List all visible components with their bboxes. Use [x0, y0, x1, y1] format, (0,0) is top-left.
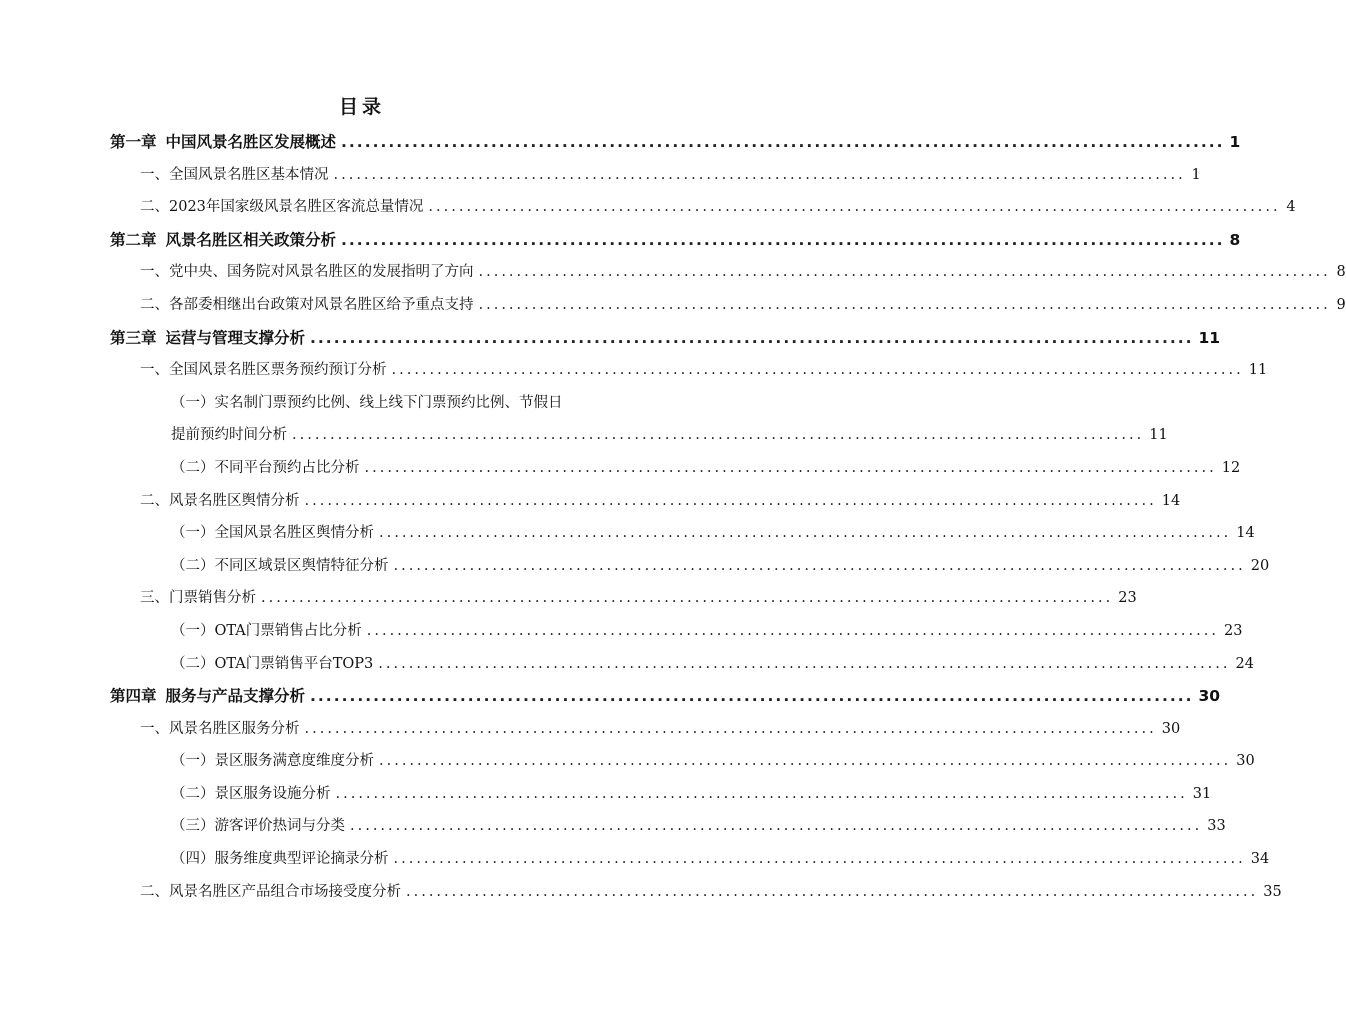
toc-entry-text: 二、2023年国家级风景名胜区客流总量情况	[140, 199, 424, 216]
toc-entry-text: 第一章 中国风景名胜区发展概述	[110, 133, 337, 151]
toc-page-number: 23	[1118, 590, 1137, 607]
dot-leader: ................................................................................................................	[350, 818, 1203, 835]
toc-entry-text: （二）不同平台预约占比分析	[171, 459, 360, 476]
toc-entry-text: 二、风景名胜区产品组合市场接受度分析	[140, 883, 401, 900]
toc-entry-text: 一、全国风景名胜区票务预约预订分析	[140, 362, 387, 379]
toc-page-number: 11	[1198, 328, 1221, 347]
toc-subsection[interactable]	[0, 615, 1243, 648]
toc-section[interactable]	[0, 159, 1201, 192]
toc-page-number: 8	[1229, 230, 1241, 249]
toc-subsection[interactable]	[0, 810, 1226, 843]
dot-leader: ................................................................................................................	[261, 590, 1114, 607]
toc-page-number: 12	[1221, 459, 1241, 476]
dot-leader: ................................................................................................................	[406, 883, 1259, 900]
toc-entry-text: 二、各部委相继出台政策对风景名胜区给予重点支持	[140, 296, 474, 313]
toc-entry-text: 第四章 服务与产品支撑分析	[110, 687, 306, 706]
chapter-number: 第三章	[110, 328, 157, 347]
dot-leader: ................................................................................................................	[333, 166, 1186, 183]
toc-entry-text: 一、党中央、国务院对风景名胜区的发展指明了方向	[140, 264, 474, 281]
dot-leader: ................................................................................................................	[304, 492, 1157, 509]
toc-page-number: 11	[1149, 427, 1168, 444]
toc-entry-text: 第二章 风景名胜区相关政策分析	[110, 230, 337, 249]
toc-section[interactable]	[0, 582, 1137, 615]
dot-leader: ................................................................................................................	[310, 687, 1194, 706]
toc-section[interactable]	[0, 713, 1181, 746]
toc-page-number: 31	[1192, 785, 1212, 802]
chapter-number: 第一章	[110, 133, 157, 151]
toc-entry[interactable]	[0, 387, 724, 420]
dot-leader: ................................................................................................................	[341, 133, 1225, 151]
dot-leader: ................................................................................................................	[428, 199, 1281, 216]
toc-page-number: 23	[1223, 622, 1243, 639]
toc-page-number: 20	[1250, 557, 1270, 574]
toc-entry-text: 第三章 运营与管理支撑分析	[110, 328, 306, 347]
toc-subsection[interactable]	[0, 452, 1241, 485]
toc-page-number: 1	[1229, 133, 1241, 151]
toc-entry-text: （一）OTA门票销售占比分析	[171, 622, 362, 639]
toc-subsection[interactable]	[0, 648, 1254, 681]
toc-page-number: 1	[1191, 166, 1201, 183]
toc-page-number: 30	[1161, 720, 1181, 737]
toc-section[interactable]	[0, 191, 1296, 224]
toc-subsection[interactable]	[0, 745, 1255, 778]
toc-subsection[interactable]	[0, 843, 1270, 876]
toc-page-number: 33	[1207, 818, 1226, 835]
toc-entry-text: （三）游客评价热词与分类	[171, 818, 345, 835]
dot-leader: ................................................................................................................	[393, 851, 1246, 868]
dot-leader: ................................................................................................................	[310, 328, 1194, 347]
dot-leader: ................................................................................................................	[366, 622, 1219, 639]
dot-leader: ................................................................................................................	[304, 720, 1157, 737]
toc-section[interactable]	[0, 485, 1181, 518]
dot-leader: ................................................................................................................	[364, 459, 1217, 476]
toc-chapter[interactable]	[0, 224, 1241, 257]
dot-leader: ................................................................................................................	[292, 427, 1145, 444]
toc-entry-text: （二）景区服务设施分析	[171, 785, 331, 802]
toc-section[interactable]	[0, 256, 1346, 289]
toc-section[interactable]	[0, 876, 1282, 909]
dot-leader: ................................................................................................................	[379, 525, 1232, 542]
chapter-number: 第二章	[110, 230, 157, 249]
toc-entry-text: 二、风景名胜区舆情分析	[140, 492, 300, 509]
chapter-number: 第四章	[110, 687, 157, 706]
toc-page-number: 8	[1336, 264, 1346, 281]
toc-entry-text: （一）景区服务满意度维度分析	[171, 753, 374, 770]
dot-leader: ................................................................................................................	[478, 264, 1331, 281]
toc-entry-text: （二）OTA门票销售平台TOP3	[171, 655, 374, 672]
toc-chapter[interactable]	[0, 322, 1221, 355]
toc-entry-text: （一）全国风景名胜区舆情分析	[171, 525, 374, 542]
toc-page-number: 14	[1161, 492, 1181, 509]
toc-page-number: 14	[1236, 525, 1255, 542]
table-of-contents	[0, 126, 1346, 908]
toc-subsection[interactable]	[0, 550, 1270, 583]
toc-entry-text: 一、风景名胜区服务分析	[140, 720, 300, 737]
toc-subsection[interactable]	[0, 517, 1255, 550]
toc-section[interactable]	[0, 289, 1346, 322]
toc-page-number: 24	[1235, 655, 1254, 672]
dot-leader: ................................................................................................................	[335, 785, 1188, 802]
dot-leader: ................................................................................................................	[393, 557, 1246, 574]
page-title: 目录	[338, 96, 385, 118]
toc-entry-text: 三、门票销售分析	[140, 590, 256, 607]
dot-leader: ................................................................................................................	[378, 655, 1231, 672]
toc-page-number: 35	[1263, 883, 1282, 900]
toc-subsection[interactable]	[0, 778, 1212, 811]
toc-page-number: 9	[1336, 296, 1346, 313]
toc-page-number: 30	[1236, 753, 1255, 770]
toc-entry-continuation[interactable]	[0, 419, 1168, 452]
dot-leader: ................................................................................................................	[478, 296, 1331, 313]
toc-page-number: 34	[1250, 851, 1270, 868]
dot-leader: ................................................................................................................	[391, 362, 1244, 379]
toc-entry-text: 一、全国风景名胜区基本情况	[140, 166, 329, 183]
dot-leader: ................................................................................................................	[379, 753, 1232, 770]
toc-entry-text: 提前预约时间分析	[171, 427, 287, 444]
toc-page-number: 11	[1248, 362, 1268, 379]
dot-leader: ................................................................................................................	[341, 230, 1225, 249]
toc-chapter[interactable]	[0, 126, 1241, 159]
toc-page-number: 30	[1198, 687, 1221, 706]
toc-page-number: 4	[1286, 199, 1296, 216]
toc-entry-text: （二）不同区域景区舆情特征分析	[171, 557, 389, 574]
toc-section[interactable]	[0, 354, 1268, 387]
toc-entry-text: （四）服务维度典型评论摘录分析	[171, 851, 389, 868]
toc-entry-text: （一）实名制门票预约比例、线上线下门票预约比例、节假日	[171, 394, 563, 411]
toc-chapter[interactable]	[0, 680, 1221, 713]
